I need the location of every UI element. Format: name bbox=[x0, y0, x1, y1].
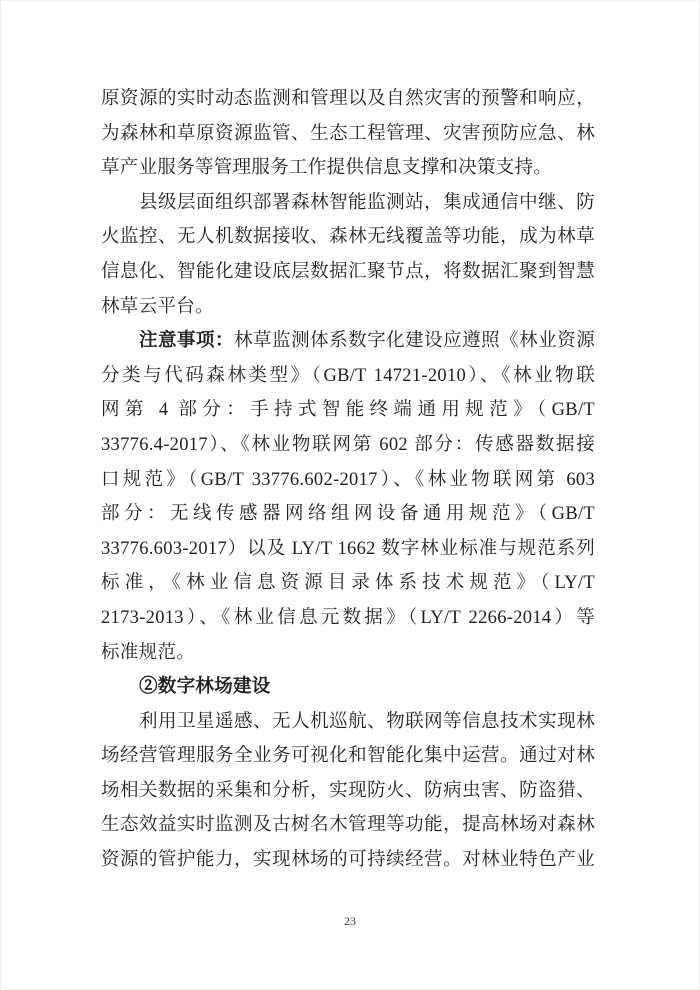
text-line: 注意事项：林草监测体系数字化建设应遵照《林业资源 bbox=[139, 331, 595, 352]
text-line: 网第 4 部分：手持式智能终端通用规范》（GB/T bbox=[101, 400, 595, 421]
section-heading: ②数字林场建设 bbox=[139, 677, 271, 698]
text-line: 县级层面组织部署森林智能监测站，集成通信中继、防 bbox=[139, 192, 595, 213]
emphasis-label: 注意事项： bbox=[139, 331, 235, 352]
text-line: 原资源的实时动态监测和管理以及自然灾害的预警和响应， bbox=[101, 89, 595, 109]
text-line: 利用卫星遥感、无人机巡航、物联网等信息技术实现林 bbox=[139, 711, 595, 732]
text-line: 场经营管理服务全业务可视化和智能化集中运营。通过对林 bbox=[101, 746, 595, 767]
text-line: 资源的管护能力，实现林场的可持续经营。对林业特色产业 bbox=[101, 850, 595, 871]
text-line: 口规范》（GB/T 33776.602-2017）、《林业物联网第 603 bbox=[101, 469, 595, 490]
text-line: 生态效益实时监测及古树名木管理等功能，提高林场对森林 bbox=[101, 815, 595, 836]
text-line: 标准规范。 bbox=[101, 642, 196, 663]
page-number: 23 bbox=[344, 914, 356, 928]
text-line: 2173-2013）、《林业信息元数据》（LY/T 2266-2014）等 bbox=[101, 607, 595, 628]
text-line: 分类与代码森林类型》（GB/T 14721-2010）、《林业物联 bbox=[101, 365, 595, 386]
text-line: 33776.4-2017）、《林业物联网第 602 部分：传感器数据接 bbox=[101, 434, 595, 455]
text-line: 信息化、智能化建设底层数据汇聚节点，将数据汇聚到智慧 bbox=[101, 261, 595, 282]
document-body bbox=[101, 82, 595, 878]
text-line: 标准，《林业信息资源目录体系技术规范》（LY/T bbox=[101, 573, 595, 594]
text-line: 部分：无线传感器网络组网设备通用规范》（GB/T bbox=[101, 504, 595, 525]
text-line: 火监控、无人机数据接收、森林无线覆盖等功能，成为林草 bbox=[101, 227, 595, 248]
text-line: 33776.603-2017）以及 LY/T 1662 数字林业标准与规范系列 bbox=[101, 538, 595, 559]
text-line: 场相关数据的采集和分析，实现防火、防病虫害、防盗猎、 bbox=[101, 780, 595, 801]
text-line: 为森林和草原资源监管、生态工程管理、灾害预防应急、林 bbox=[101, 123, 595, 144]
text-line: 草产业服务等管理服务工作提供信息支撑和决策支持。 bbox=[101, 158, 553, 179]
text-line: 林草云平台。 bbox=[101, 296, 214, 317]
